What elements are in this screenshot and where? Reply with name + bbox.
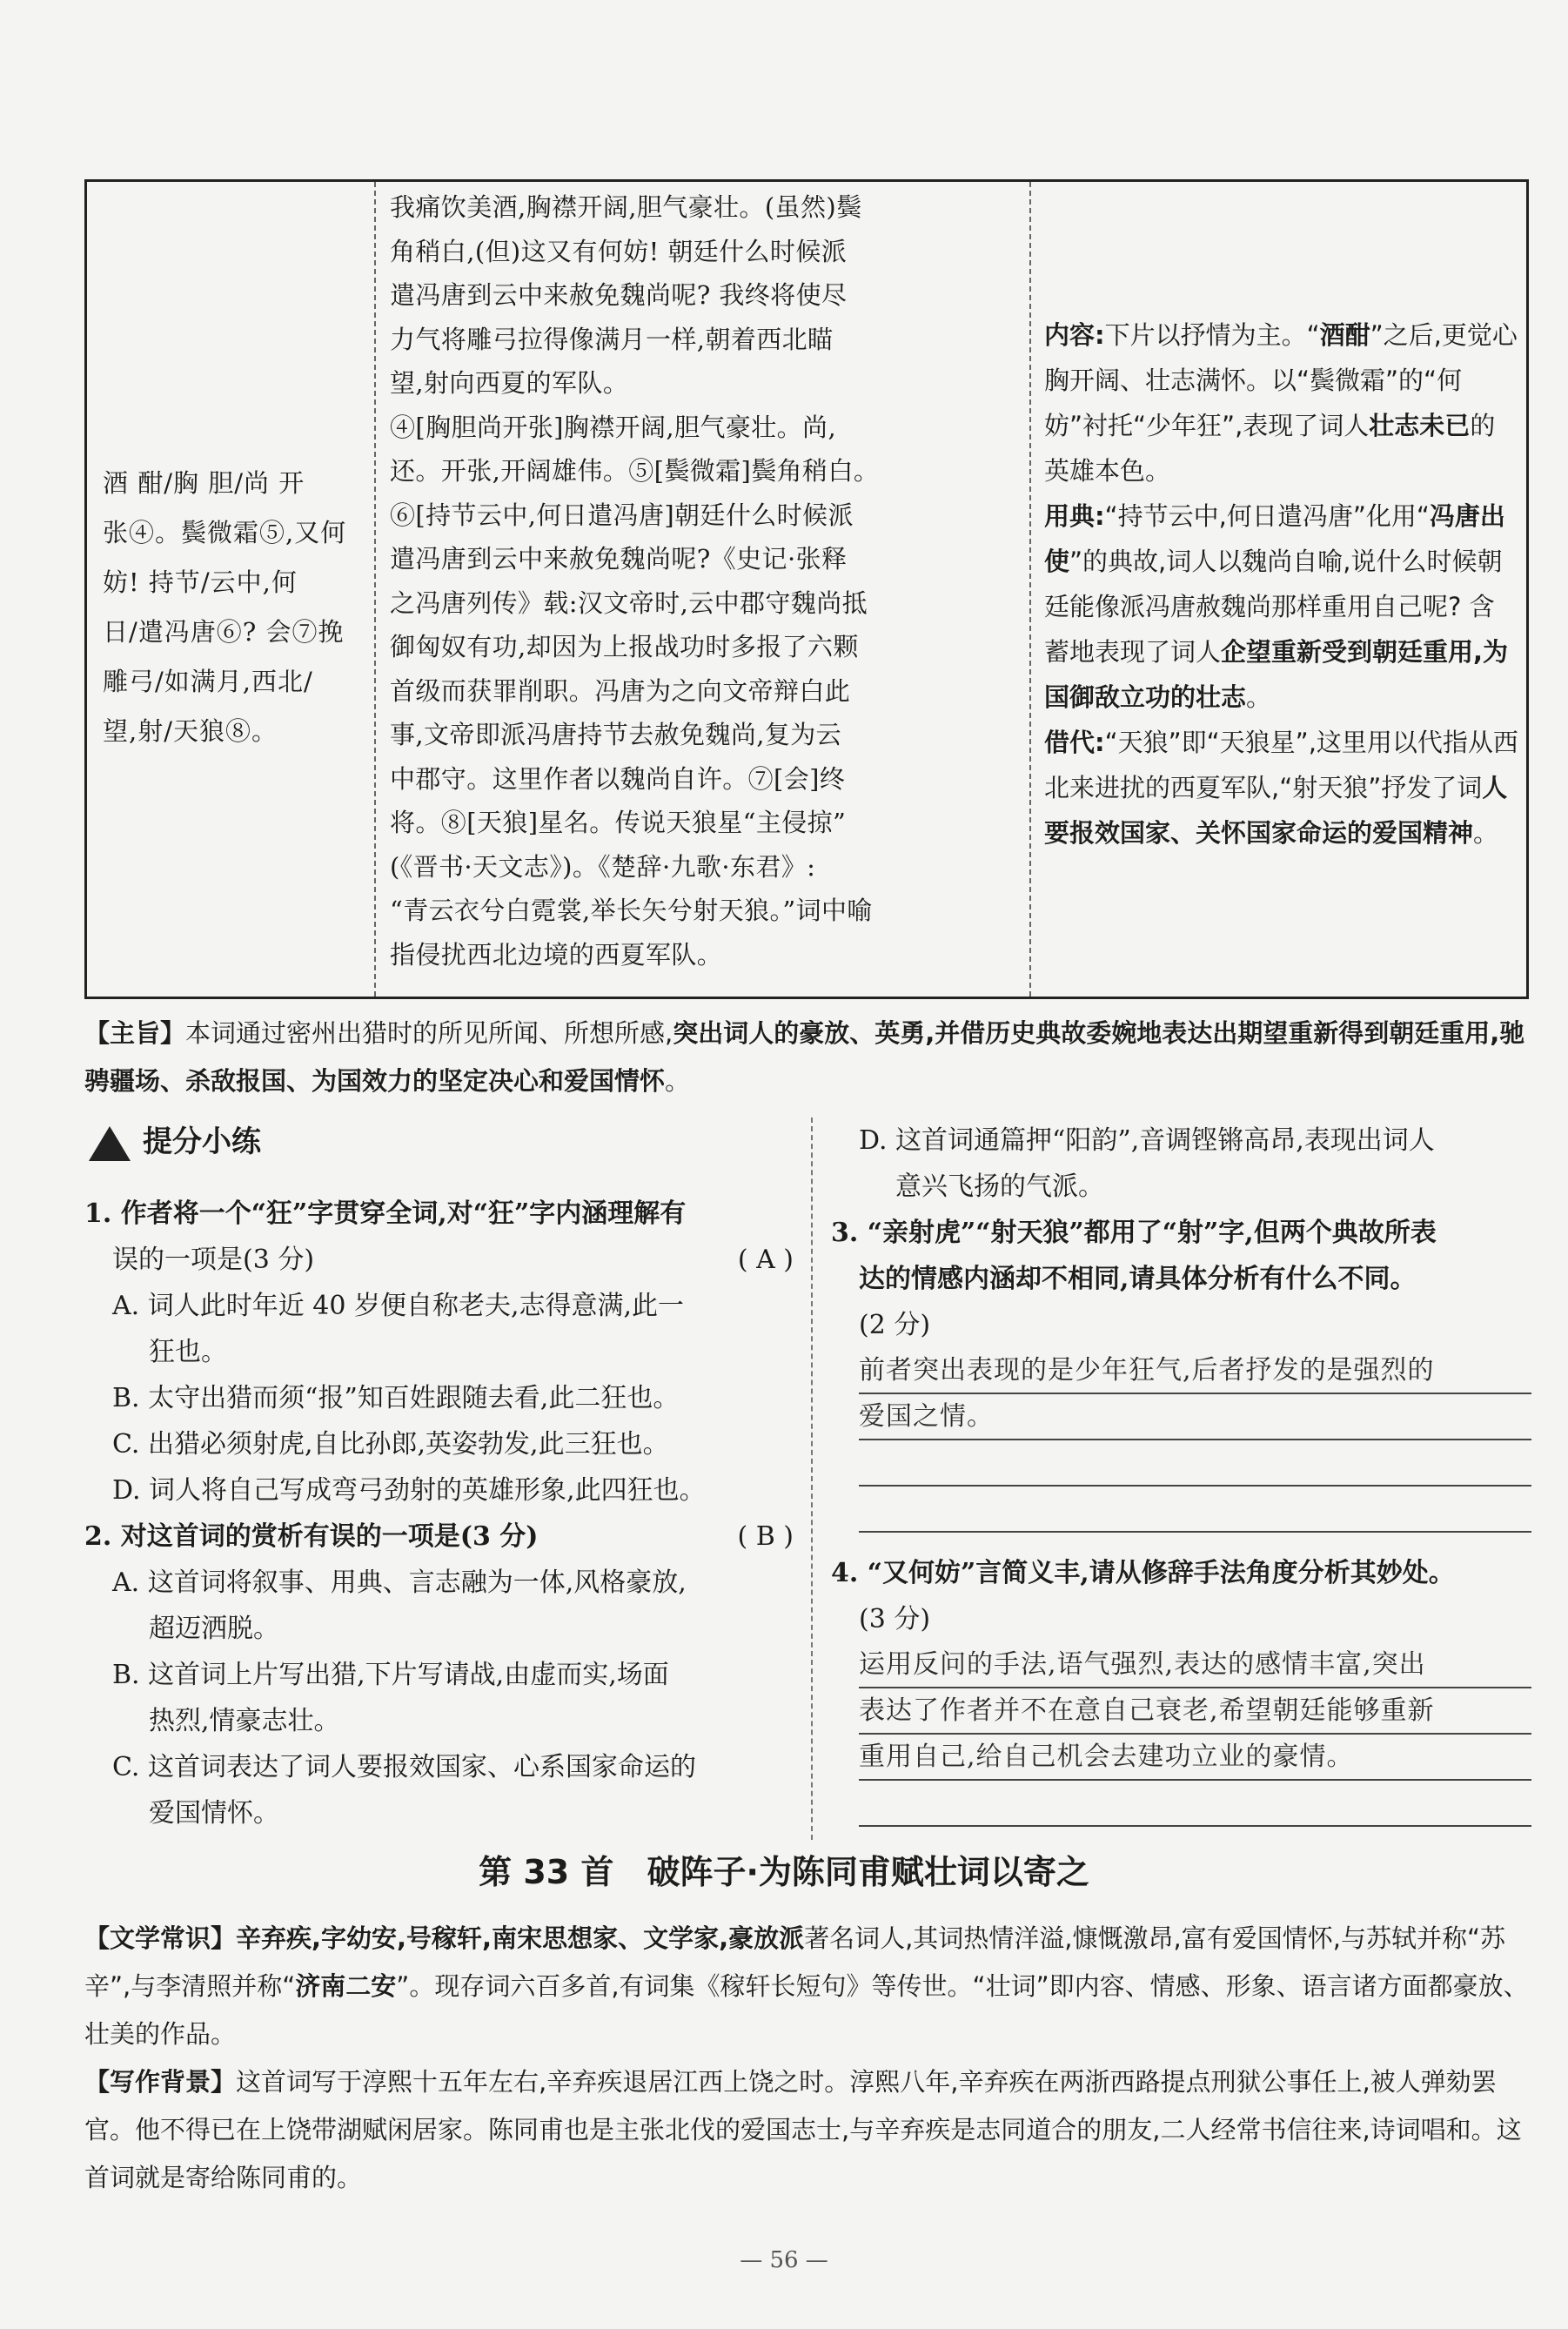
content-analysis: 内容:下片以抒情为主。“酒酣”之后,更觉心胸开阔、壮志满怀。以“鬓微霜”的“何妨”衬托“少年狂”,表现了词人壮志未已的英雄本色。	[1044, 320, 1518, 486]
note-line: 之冯唐列传》载:汉文帝时,云中郡守魏尚抵	[390, 587, 868, 618]
pyramid-icon	[89, 1126, 131, 1161]
q3-points: (2 分)	[859, 1310, 931, 1340]
note-line: 还。开张,开阔雄伟。⑤[鬓微霜]鬓角稍白。	[390, 456, 880, 486]
metonymy-analysis: 借代:“天狼”即“天狼星”,这里用以代指从西北来进扰的西夏军队,“射天狼”抒发了词人要报效国家、关怀国家命运的爱国精神。	[1044, 728, 1518, 848]
note-line: 遣冯唐到云中来赦免魏尚呢? 我终将使尽	[390, 280, 848, 310]
q2-answer: ( B )	[737, 1521, 794, 1552]
note-line: 首级而获罪削职。冯唐为之向文帝辩白此	[390, 675, 851, 706]
q4-answer-line: 重用自己,给自己机会去建功立业的豪情。	[859, 1735, 1531, 1781]
q4-answer-line: 运用反问的手法,语气强烈,表达的感情丰富,突出	[859, 1642, 1531, 1688]
note-line: ④[胸胆尚开张]胸襟开阔,胆气豪壮。尚,	[390, 412, 837, 442]
analysis-cell	[1044, 312, 1518, 856]
note-line: ⑥[持节云中,何日遣冯唐]朝廷什么时候派	[390, 500, 854, 530]
q2-option-a: A. 这首词将叙事、用典、言志融为一体,风格豪放,	[112, 1567, 687, 1598]
q3-answer-line: 前者突出表现的是少年狂气,后者抒发的是强烈的	[859, 1348, 1531, 1394]
q2-option-d-cont: 意兴飞扬的气派。	[895, 1171, 1104, 1202]
q2-option-d: D. 这首词通篇押“阳韵”,音调铿锵高昂,表现出词人	[859, 1125, 1435, 1156]
q1-option-d: D. 词人将自己写成弯弓劲射的英雄形象,此四狂也。	[112, 1475, 706, 1506]
q1-stem-cont: 误的一项是(3 分) ( A )	[84, 1237, 794, 1283]
note-line: 中郡守。这里作者以魏尚自许。⑦[会]终	[390, 763, 846, 794]
q4-points: (3 分)	[859, 1604, 931, 1634]
q1-answer: ( A )	[737, 1245, 794, 1275]
translation-notes-cell	[390, 185, 1021, 977]
q1-option-b: B. 太守出猎而须“报”知百姓跟随去看,此二狂也。	[112, 1383, 680, 1413]
literary-knowledge: 【文学常识】辛弃疾,字幼安,号稼轩,南宋思想家、文学家,豪放派著名词人,其词热情洋溢,慷慨激昂,富有爱国情怀,与苏轼并称“苏辛”,与李清照并称“济南二安”。现存词六百多首,有词集《稼轩长短句》等传世。“壮词”即内容、情感、形象、语言诸方面都豪放、壮美的作品。	[84, 1923, 1529, 2049]
q2-option-a-cont: 超迈洒脱。	[149, 1614, 279, 1644]
q4-answer-line: 表达了作者并不在意自己衰老,希望朝廷能够重新	[859, 1688, 1531, 1735]
original-line: 妨! 持节/云中,何	[103, 567, 298, 597]
poem-title: 第 33 首 破阵子·为陈同甫赋壮词以寄之	[479, 1853, 1089, 1891]
note-line: 事,文帝即派冯唐持节去赦免魏尚,复为云	[390, 720, 842, 749]
note-line: 御匈奴有功,却因为上报战功时多报了六颗	[390, 632, 859, 661]
practice-left-column	[84, 1191, 794, 1836]
note-line: 望,射向西夏的军队。	[390, 368, 629, 398]
original-line: 望,射/天狼⑧。	[103, 716, 278, 746]
note-line: 将。⑧[天狼]星名。传说天狼星“主侵掠”	[390, 808, 847, 837]
q2-option-c: C. 这首词表达了词人要报效国家、心系国家命运的	[112, 1752, 696, 1782]
q2-option-b-cont: 热烈,情豪志壮。	[149, 1706, 340, 1736]
note-line: 我痛饮美酒,胸襟开阔,胆气豪壮。(虽然)鬓	[390, 192, 862, 222]
note-line: 角稍白,(但)这又有何妨! 朝廷什么时候派	[390, 236, 848, 266]
page-number: — 56 —	[740, 2247, 828, 2273]
original-line: 酒 酣/胸 胆/尚 开	[103, 468, 305, 498]
q2-option-b: B. 这首词上片写出猎,下片写请战,由虚而实,场面	[112, 1660, 669, 1690]
theme-summary: 【主旨】本词通过密州出猎时的所见所闻、所想所感,突出词人的豪放、英勇,并借历史典故委婉地表达出期望重新得到朝廷重用,驰骋疆场、杀敌报国、为国效力的坚定决心和爱国情怀。	[84, 1018, 1525, 1096]
q3-answer-line: 爱国之情。	[859, 1394, 1531, 1440]
writing-background: 【写作背景】这首词写于淳熙十五年左右,辛弃疾退居江西上饶之时。淳熙八年,辛弃疾在两浙西路提点刑狱公事任上,被人弹劾罢官。他不得已在上饶带湖赋闲居家。陈同甫也是主张北伐的爱国志士,与辛弃疾是志同道合的朋友,二人经常书信往来,诗词唱和。这首词就是寄给陈同甫的。	[84, 2067, 1522, 2192]
q4-blank-line	[859, 1781, 1531, 1827]
q3-blank-line	[859, 1440, 1531, 1487]
practice-heading: 提分小练	[89, 1118, 261, 1170]
q4-stem: 4. “又何妨”言简义丰,请从修辞手法角度分析其妙处。	[831, 1558, 1455, 1588]
original-line: 雕弓/如满月,西北/	[103, 667, 313, 696]
original-line: 张④。鬓微霜⑤,又何	[103, 518, 347, 547]
note-line: (《晋书·天文志》)。《楚辞·九歌·东君》:	[390, 851, 816, 882]
q3-blank-line	[859, 1487, 1531, 1533]
original-text-cell	[103, 459, 433, 756]
q2-stem: 2. 对这首词的赏析有误的一项是(3 分) ( B )	[84, 1514, 794, 1560]
q1-option-c: C. 出猎必须射虎,自比孙郎,英姿勃发,此三狂也。	[112, 1429, 669, 1460]
q3-stem: 3. “亲射虎”“射天狼”都用了“射”字,但两个典故所表	[831, 1218, 1437, 1248]
column-divider	[811, 1118, 813, 1840]
practice-right-column	[831, 1118, 1531, 1827]
q1-option-a: A. 词人此时年近 40 岁便自称老夫,志得意满,此一	[112, 1291, 685, 1321]
note-line: 力气将雕弓拉得像满月一样,朝着西北瞄	[390, 324, 834, 354]
q3-stem-cont: 达的情感内涵却不相同,请具体分析有什么不同。	[859, 1264, 1417, 1294]
q1-stem: 1. 作者将一个“狂”字贯穿全词,对“狂”字内涵理解有	[84, 1198, 687, 1229]
table-divider	[1029, 182, 1031, 997]
q1-option-a-cont: 狂也。	[149, 1337, 227, 1367]
note-line: 遣冯唐到云中来赦免魏尚呢?《史记·张释	[390, 544, 848, 574]
q2-option-c-cont: 爱国情怀。	[149, 1798, 279, 1829]
note-line: “青云衣兮白霓裳,举长矢兮射天狼。”词中喻	[390, 896, 873, 925]
allusion-analysis: 用典:“持节云中,何日遣冯唐”化用“冯唐出使”的典故,词人以魏尚自喻,说什么时候朝廷能像派冯唐赦魏尚那样重用自己呢? 含蓄地表现了词人企望重新受到朝廷重用,为国御敌立功的壮志。	[1044, 501, 1509, 712]
note-line: 指侵扰西北边境的西夏军队。	[390, 939, 723, 970]
annotation-table	[84, 179, 1529, 999]
original-line: 日/遣冯唐⑥? 会⑦挽	[103, 617, 345, 647]
